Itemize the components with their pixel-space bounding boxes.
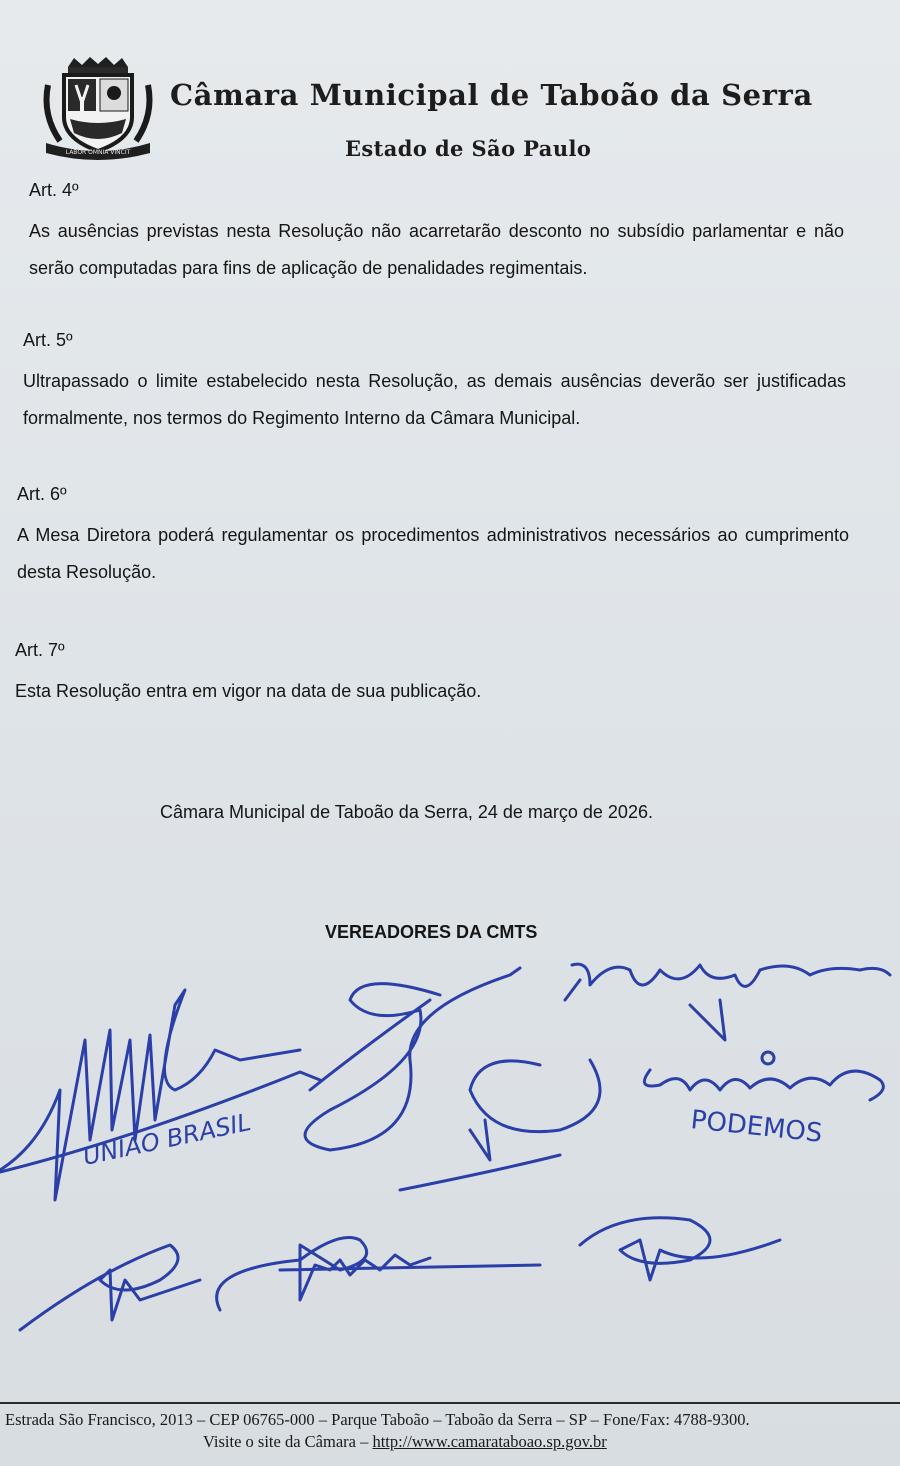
article-line: justificadas formalmente, nos termos do Regimento Interno da Câmara Municipal. bbox=[23, 371, 846, 428]
signature-5 bbox=[400, 1060, 600, 1190]
article-label: Art. 4º bbox=[29, 180, 79, 200]
article-text bbox=[29, 213, 844, 287]
crest-motto: LABOR OMNIA VINCIT bbox=[65, 149, 131, 156]
article-line: As ausências previstas nesta Resolução não acarretarão desconto no subsídio parlamentar e bbox=[29, 221, 814, 241]
article-line: Ultrapassado o limite estabelecido nesta Resolução, as demais ausências deverão ser bbox=[23, 371, 757, 391]
article-5 bbox=[23, 330, 846, 437]
article-line: Esta Resolução entra em vigor na data de sua publicação. bbox=[15, 681, 482, 701]
signature-8 bbox=[580, 1218, 780, 1280]
footer-website-line bbox=[203, 1432, 803, 1452]
footer-website-link[interactable]: http://www.camarataboao.sp.gov.br bbox=[372, 1432, 607, 1451]
article-label: Art. 5º bbox=[23, 330, 73, 350]
article-text bbox=[17, 517, 849, 591]
signature-6 bbox=[20, 1245, 200, 1330]
article-4 bbox=[29, 180, 844, 287]
state-name-subheading: Estado de São Paulo bbox=[345, 136, 592, 161]
signature-party-label: UNIÃO BRASIL bbox=[80, 1107, 254, 1171]
signers-heading: VEREADORES DA CMTS bbox=[325, 922, 538, 942]
article-label: Art. 7º bbox=[15, 640, 65, 660]
article-text bbox=[23, 363, 846, 437]
article-line: cumprimento desta Resolução. bbox=[17, 525, 849, 582]
signature-1 bbox=[0, 990, 300, 1200]
signature-4 bbox=[644, 1070, 883, 1100]
article-6 bbox=[17, 484, 849, 591]
place-and-date: Câmara Municipal de Taboão da Serra, 24 de março de 2026. bbox=[160, 802, 653, 822]
article-7 bbox=[15, 640, 850, 710]
article-text bbox=[15, 673, 850, 710]
article-line: A Mesa Diretora poderá regulamentar os procedimentos administrativos necessários ao bbox=[17, 525, 745, 545]
signature-party-label: PODEMOS bbox=[689, 1105, 824, 1149]
signatures-area bbox=[0, 940, 900, 1360]
chamber-name-heading: Câmara Municipal de Taboão da Serra bbox=[170, 78, 813, 112]
article-label: Art. 6º bbox=[17, 484, 67, 504]
article-line: não serão computadas para fins de aplicação de penalidades regimentais. bbox=[29, 221, 844, 278]
municipal-crest-logo bbox=[38, 55, 158, 160]
footer-address: Estrada São Francisco, 2013 – CEP 06765-000 – Parque Taboão – Taboão da Serra – SP – Fone/Fax: 4788-9300. bbox=[5, 1410, 750, 1429]
signature-7 bbox=[217, 1238, 540, 1311]
signature-2 bbox=[305, 968, 520, 1150]
footer-visit-text: Visite o site da Câmara – bbox=[203, 1432, 373, 1451]
footer-divider bbox=[0, 1402, 900, 1404]
